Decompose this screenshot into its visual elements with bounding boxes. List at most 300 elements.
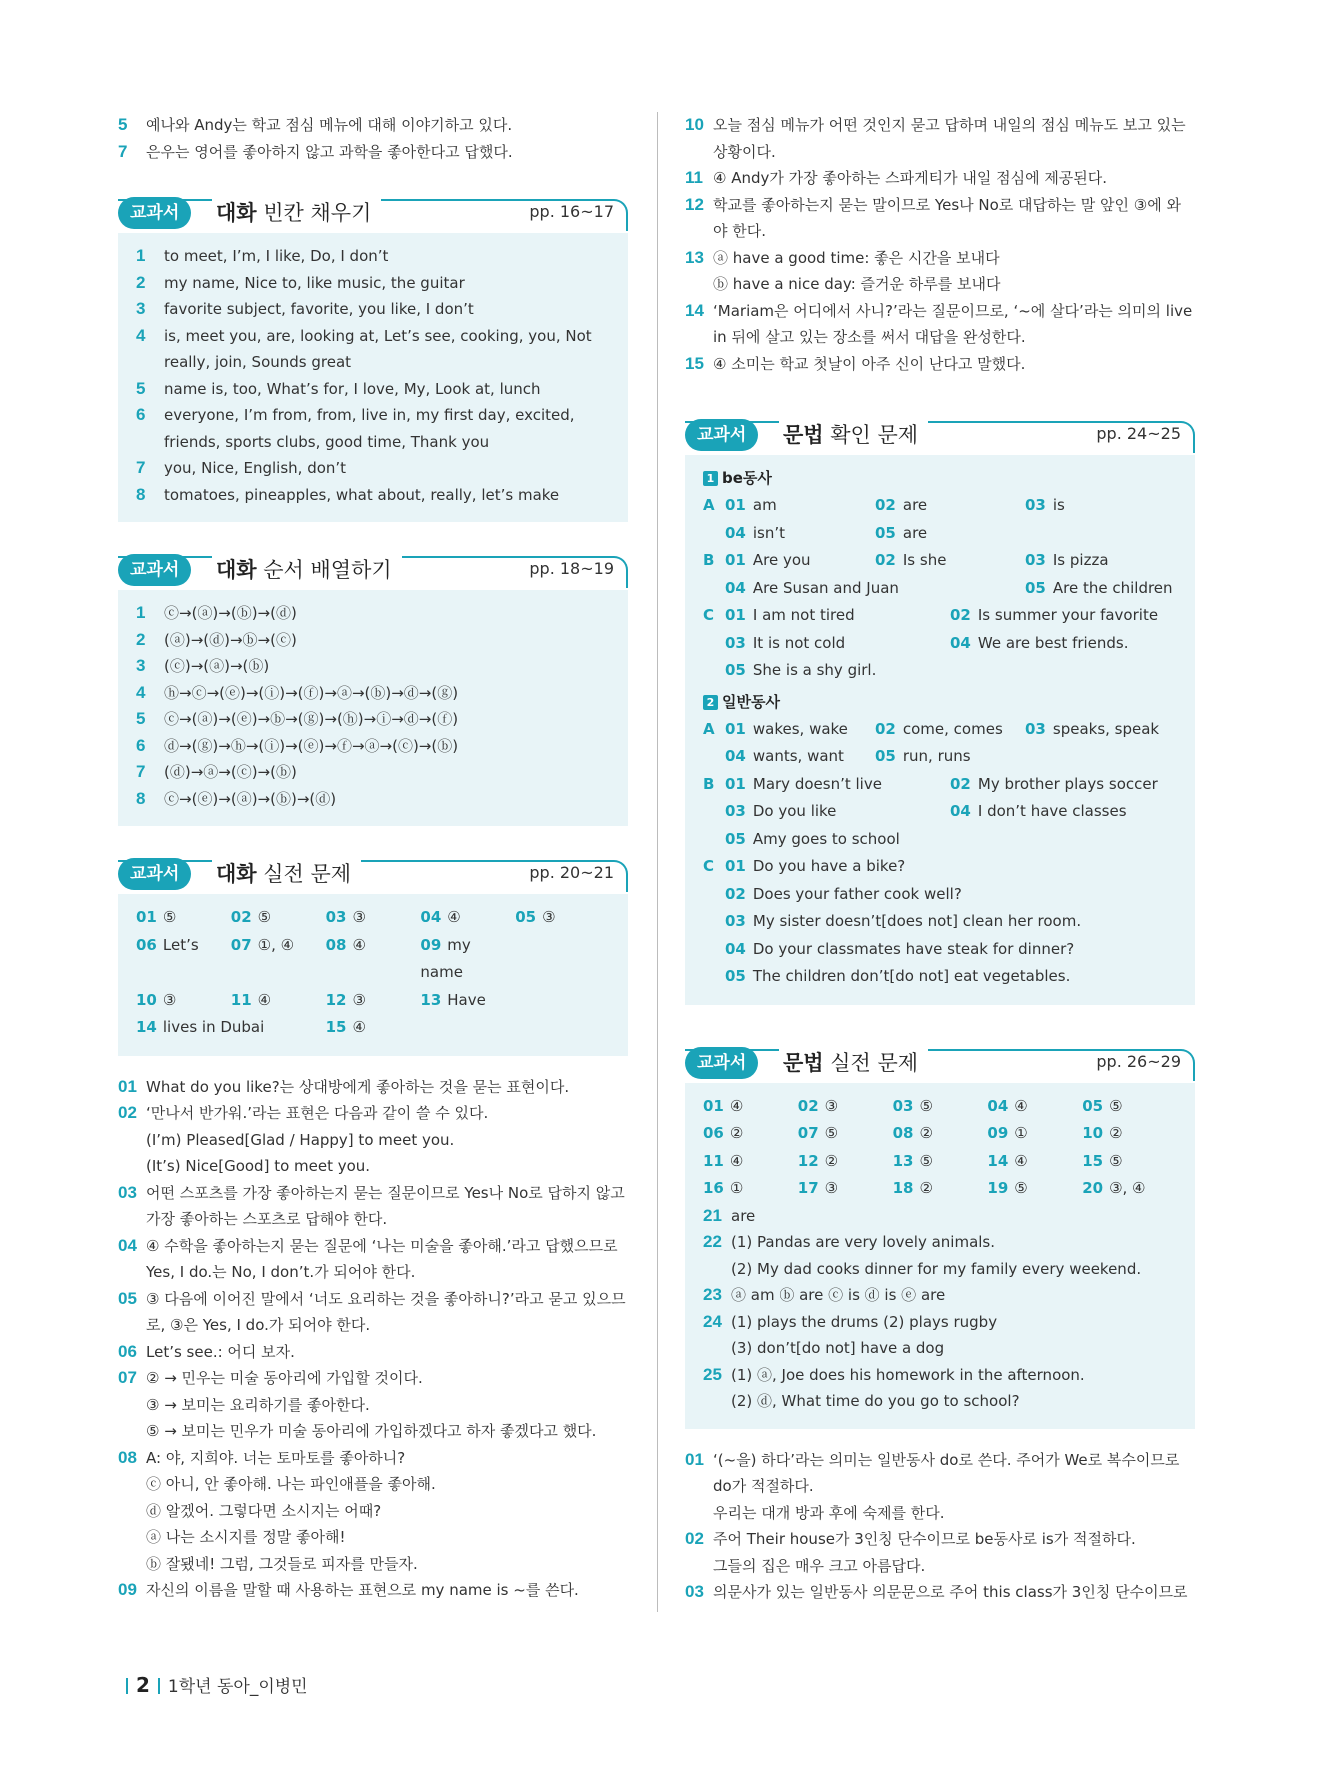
- answer-cell: [231, 932, 326, 987]
- answer-number: 15: [1082, 1151, 1104, 1170]
- item-number: 4: [136, 682, 146, 702]
- item-text: (1) Pandas are very lovely animals.: [731, 1233, 996, 1251]
- item-text: ⓐ have a good time: 좋은 시간을 보내다: [713, 248, 1000, 267]
- answer-number: 12: [325, 990, 347, 1009]
- explanation: [685, 192, 1195, 245]
- section-title: 문법 확인 문제: [779, 417, 928, 453]
- answer-text: Let’s: [162, 935, 199, 954]
- answer-text: ③, ④: [1109, 1179, 1146, 1197]
- item-number: 3: [136, 656, 146, 675]
- answer-number: 05: [1082, 1096, 1104, 1115]
- item-number: 1: [136, 603, 146, 622]
- answer-text: ④: [1014, 1151, 1028, 1170]
- answer-text: ④: [447, 908, 461, 926]
- answer-cell: [893, 1148, 988, 1176]
- item-text: (3) don’t[do not] have a dog: [731, 1339, 945, 1357]
- item-text: everyone, I’m from, from, live in, my first day, excited, friends, sports clubs, good time, Thank you: [164, 406, 575, 451]
- item-number: 02: [118, 1103, 137, 1122]
- page-range: pp. 24~25: [1096, 424, 1181, 443]
- answer-number: 10: [136, 990, 157, 1009]
- right-column: [685, 112, 1195, 1606]
- answer-cell: [703, 1175, 798, 1203]
- page-footer: [118, 1672, 308, 1697]
- item-number: 09: [118, 1580, 137, 1599]
- item-text: ⓒ→(ⓐ)→(ⓔ)→ⓑ→(ⓖ)→(ⓗ)→ⓘ→ⓓ→(ⓕ): [164, 710, 459, 728]
- answer-cell: [703, 1120, 798, 1148]
- section-header: [685, 417, 1195, 455]
- answer-line: [136, 680, 610, 707]
- item-text: (ⓒ)→(ⓐ)→(ⓑ): [164, 657, 270, 675]
- answer-text: ③: [824, 1179, 839, 1197]
- item-text: 우리는 대개 방과 후에 숙제를 한다.: [713, 1503, 945, 1522]
- answer-text: ④: [1014, 1096, 1028, 1115]
- group-2c: C 01 Do you have a bike? 02 Does your father cook well? 03 My sister doesn’t[does not] clean her room. 04 Do your classmates have steak for dinner? 05 The children don’t[do not] eat vegetables.: [703, 857, 1082, 985]
- item-text: (1) plays the drums (2) plays rugby: [731, 1312, 998, 1331]
- answer-cell: [1082, 1093, 1177, 1121]
- item-number: 08: [118, 1447, 137, 1467]
- footer-mark: [158, 1678, 160, 1694]
- section-header: [118, 195, 628, 233]
- item-text: ⓑ 잘됐네! 그럼, 그것들로 피자를 만들자.: [146, 1554, 418, 1573]
- section-grammar-practice: [685, 1045, 1195, 1429]
- item-text: ⓗ→ⓒ→(ⓔ)→(ⓘ)→(ⓕ)→ⓐ→(ⓑ)→ⓓ→(ⓖ): [164, 683, 459, 702]
- explanation: [685, 1447, 1195, 1527]
- answer-number: 01: [703, 1096, 724, 1115]
- section-title: 대화 빈칸 채우기: [212, 195, 381, 231]
- answer-grid: [703, 1093, 1177, 1203]
- item-number: 7: [136, 458, 146, 477]
- item-number: 02: [685, 1529, 704, 1548]
- item-text: ⓒ 아니, 안 좋아해. 나는 파인애플을 좋아해.: [146, 1475, 436, 1493]
- item-number: 13: [685, 247, 704, 267]
- long-answer: [703, 1282, 1177, 1309]
- item-text: ⑤ → 보미는 민우가 미술 동아리에 가입하겠다고 하자 좋겠다고 했다.: [146, 1422, 597, 1440]
- item-text: ④ Andy가 가장 좋아하는 스파게티가 내일 점심에 제공된다.: [713, 169, 1108, 187]
- answer-line: [136, 786, 610, 813]
- answer-text: ④: [257, 990, 272, 1009]
- page-range: pp. 18~19: [529, 559, 614, 578]
- section-title: 대화 실전 문제: [212, 856, 361, 892]
- item-text: my name, Nice to, like music, the guitar: [164, 273, 465, 292]
- textbook-badge: 교과서: [685, 419, 758, 451]
- answer-number: 06: [703, 1124, 724, 1142]
- item-number: 01: [685, 1449, 704, 1469]
- page-range: pp. 20~21: [529, 863, 614, 882]
- section-body: [685, 1083, 1195, 1429]
- textbook-badge: 교과서: [118, 554, 191, 586]
- subsection-general-verb: 2 일반동사: [703, 689, 1177, 716]
- answer-number: 08: [325, 935, 347, 954]
- item-number: 23: [703, 1285, 722, 1304]
- item-number: 15: [685, 353, 704, 373]
- top-notes-left: [118, 112, 628, 165]
- footer-mark: [126, 1678, 128, 1694]
- answer-text: ④: [352, 1018, 366, 1036]
- item-text: (2) ⓓ, What time do you go to school?: [731, 1392, 1020, 1410]
- answer-text: ⑤: [919, 1096, 933, 1115]
- answer-number: 01: [136, 908, 157, 926]
- item-number: 11: [685, 168, 703, 187]
- group-1b: B 01 Are you 02 Is she 03 Is pizza 04 Are Susan and Juan 05 Are the children: [703, 551, 1173, 597]
- page-range: pp. 16~17: [529, 202, 614, 221]
- item-number: 24: [703, 1311, 722, 1331]
- item-number: 5: [136, 709, 146, 728]
- answer-text: ②: [1109, 1124, 1123, 1142]
- answer-cell: [987, 1120, 1082, 1148]
- answer-cell: [136, 904, 231, 932]
- answer-text: ⑤: [1109, 1151, 1123, 1170]
- answer-number: 04: [420, 908, 442, 926]
- section-dialogue-practice: [118, 856, 628, 1056]
- page-range: pp. 26~29: [1096, 1051, 1181, 1071]
- item-text: Let’s see.: 어디 보자.: [146, 1342, 295, 1361]
- explanation: [685, 112, 1195, 165]
- item-text: 그들의 집은 매우 크고 아름답다.: [713, 1556, 926, 1575]
- answer-cell: [798, 1148, 893, 1176]
- long-answer: [703, 1309, 1177, 1362]
- item-text: ③ → 보미는 요리하기를 좋아한다.: [146, 1395, 370, 1414]
- item-text: ‘Mariam은 어디에서 사니?’라는 질문이므로, ‘~에 살다’라는 의미의 live in 뒤에 살고 있는 장소를 써서 대답을 완성한다.: [713, 301, 1193, 346]
- answer-text: ⑤: [824, 1124, 839, 1142]
- explanation: [118, 1339, 628, 1366]
- column-divider: [657, 112, 658, 1612]
- item-text: (2) My dad cooks dinner for my family every weekend.: [731, 1259, 1142, 1278]
- item-number: 4: [136, 325, 146, 345]
- answer-cell: [326, 904, 421, 932]
- answer-cell: [136, 932, 231, 987]
- explanation: [118, 1286, 628, 1339]
- item-text: ⓒ→(ⓐ)→(ⓑ)→(ⓓ): [164, 604, 297, 622]
- group-2a: A 01 wakes, wake 02 come, comes 03 speaks, speak 04 wants, want 05 run, runs: [703, 719, 1160, 765]
- answer-text: ③: [352, 990, 366, 1009]
- answer-number: 10: [1082, 1124, 1104, 1142]
- answer-text: ⑤: [1109, 1096, 1123, 1115]
- answer-text: ①: [729, 1179, 744, 1197]
- number-mark: 1: [703, 471, 718, 486]
- answer-text: ④: [352, 935, 366, 954]
- answer-number: 11: [230, 990, 252, 1009]
- item-number: 03: [118, 1182, 137, 1202]
- answer-cell: [798, 1120, 893, 1148]
- answer-cell: [326, 1014, 421, 1042]
- answer-text: ⑤: [257, 908, 272, 926]
- item-text: ④ 수학을 좋아하는지 묻는 질문에 ‘나는 미술을 좋아해.’라고 답했으므로 Yes, I do.는 No, I don’t.가 되어야 한다.: [146, 1236, 618, 1281]
- long-answers: [703, 1203, 1177, 1415]
- item-number: 2: [136, 629, 146, 649]
- item-text: ⓐ 나는 소시지를 정말 좋아해!: [146, 1528, 346, 1546]
- answer-line: [136, 706, 610, 733]
- answer-cell: [420, 1014, 515, 1042]
- explanation: [118, 1074, 628, 1101]
- item-text: ⓓ 알겠어. 그렇다면 소시지는 어때?: [146, 1501, 382, 1520]
- answer-cell: [515, 932, 610, 987]
- item-text: 주어 Their house가 3인칭 단수이므로 be동사로 is가 적절하다.: [713, 1530, 1136, 1548]
- answer-number: 17: [797, 1179, 819, 1197]
- answer-cell: [987, 1148, 1082, 1176]
- answer-number: 14: [987, 1151, 1009, 1170]
- item-number: 07: [118, 1368, 137, 1387]
- item-text: ‘(~을) 하다’라는 의미는 일반동사 do로 쓴다. 주어가 We로 복수이므로 do가 적절하다.: [713, 1450, 1180, 1495]
- answer-number: 16: [703, 1179, 724, 1197]
- explanation: [685, 298, 1195, 351]
- item-number: 06: [118, 1341, 137, 1361]
- answer-number: 20: [1082, 1179, 1104, 1197]
- explanation: [685, 245, 1195, 298]
- item-number: 3: [136, 299, 146, 318]
- item-text: tomatoes, pineapples, what about, really, let’s make: [164, 485, 560, 504]
- explanation: [685, 165, 1195, 192]
- answer-number: 06: [136, 935, 157, 954]
- answer-number: 04: [987, 1096, 1009, 1115]
- item-text: ② → 민우는 미술 동아리에 가입할 것이다.: [146, 1369, 423, 1387]
- answer-line: [136, 600, 610, 627]
- item-number: 10: [685, 115, 704, 134]
- section-title: 대화 순서 배열하기: [212, 552, 402, 588]
- explanation: [685, 351, 1195, 378]
- answer-text: ⑤: [162, 908, 177, 926]
- left-column: [118, 112, 628, 1604]
- answer-line: [136, 402, 610, 455]
- top-notes-right: [685, 112, 1195, 377]
- textbook-badge: 교과서: [118, 858, 191, 890]
- section-grammar-check: [685, 417, 1195, 1005]
- answer-text: ③: [824, 1096, 839, 1115]
- answer-line: [136, 455, 610, 482]
- item-text: 학교를 좋아하는지 묻는 말이므로 Yes나 No로 대답하는 말 앞인 ③에 와야 한다.: [713, 195, 1181, 240]
- explanation: [118, 1445, 628, 1578]
- item-number: 2: [136, 272, 146, 292]
- answer-text: ③: [162, 990, 177, 1009]
- explanation: [118, 1577, 628, 1604]
- item-text: 예나와 Andy는 학교 점심 메뉴에 대해 이야기하고 있다.: [146, 116, 513, 134]
- answer-cell: [1082, 1148, 1177, 1176]
- answer-line: [136, 759, 610, 786]
- answer-number: 07: [230, 935, 252, 954]
- answer-line: [136, 296, 610, 323]
- item-text: ③ 다음에 이어진 말에서 ‘너도 요리하는 것을 좋아하니?’라고 묻고 있으므로, ③은 Yes, I do.가 되어야 한다.: [146, 1289, 626, 1334]
- answer-line: [136, 733, 610, 760]
- answer-number: 03: [892, 1096, 914, 1115]
- answer-cell: [420, 987, 515, 1015]
- item-number: 05: [118, 1288, 137, 1308]
- item-number: 6: [136, 735, 146, 755]
- item-number: 12: [685, 194, 704, 214]
- answer-number: 11: [703, 1151, 724, 1170]
- answer-number: 02: [230, 908, 252, 926]
- answer-text: ②: [919, 1124, 933, 1142]
- answer-cell: [893, 1093, 988, 1121]
- explanation: [685, 1526, 1195, 1579]
- section-body: [118, 894, 628, 1056]
- answer-number: 03: [325, 908, 347, 926]
- answer-cell: [515, 987, 610, 1015]
- section-header: [118, 856, 628, 894]
- item-number: 14: [685, 300, 704, 320]
- answer-number: 07: [797, 1124, 819, 1142]
- answer-cell: [703, 1093, 798, 1121]
- answer-cell: [420, 904, 515, 932]
- answer-line: [136, 653, 610, 680]
- item-number: 22: [703, 1232, 722, 1251]
- item-number: 21: [703, 1205, 722, 1225]
- section-dialogue-fill-blanks: [118, 195, 628, 522]
- section-body: [118, 590, 628, 826]
- answer-number: 18: [892, 1179, 914, 1197]
- item-text: ⓑ have a nice day: 즐거운 하루를 보내다: [713, 275, 1001, 293]
- item-text: 의문사가 있는 일반동사 의문문으로 주어 this class가 3인칭 단수이므로: [713, 1583, 1188, 1601]
- explanation: [118, 1180, 628, 1233]
- answer-text: ③: [542, 908, 556, 926]
- answer-number: 15: [325, 1018, 347, 1036]
- answer-number: 19: [987, 1179, 1009, 1197]
- answer-text: ②: [919, 1179, 933, 1197]
- item-text: is, meet you, are, looking at, Let’s see, cooking, you, Not really, join, Sounds great: [164, 326, 592, 371]
- answer-cell: [420, 932, 515, 987]
- item-number: 04: [118, 1235, 137, 1255]
- item-text: (ⓓ)→ⓐ→(ⓒ)→(ⓑ): [164, 763, 297, 781]
- item-number: 8: [136, 484, 146, 504]
- explanation: [118, 1100, 628, 1180]
- explanation: [685, 1579, 1195, 1606]
- item-text: A: 야, 지희야. 너는 토마토를 좋아하니?: [146, 1448, 406, 1467]
- answer-number: 09: [420, 935, 442, 954]
- group-2b: B 01 Mary doesn’t live 02 My brother plays soccer 03 Do you like 04 I don’t have classes 05 Amy goes to school: [703, 774, 1158, 848]
- item-text: 어떤 스포츠를 가장 좋아하는지 묻는 질문이므로 Yes나 No로 답하지 않고 가장 좋아하는 스포츠로 답해야 한다.: [146, 1183, 625, 1228]
- answer-number: 14: [136, 1018, 157, 1036]
- answer-text: ③: [352, 908, 366, 926]
- explanation: [118, 1365, 628, 1445]
- subsection-be-verb: 1 be동사: [703, 465, 1177, 492]
- answer-cell: [136, 1014, 326, 1042]
- item-number: 7: [118, 141, 128, 161]
- answer-cell: [893, 1175, 988, 1203]
- item-number: 1: [136, 246, 146, 265]
- item-text: (ⓐ)→(ⓓ)→ⓑ→(ⓒ): [164, 630, 297, 649]
- section-body: [118, 233, 628, 522]
- item-text: ‘만나서 반가워.’라는 표현은 다음과 같이 쓸 수 있다.: [146, 1104, 489, 1122]
- item-text: 은우는 영어를 좋아하지 않고 과학을 좋아한다고 답했다.: [146, 142, 513, 161]
- item-number: 5: [136, 378, 146, 398]
- answer-text: Have: [447, 990, 486, 1009]
- textbook-badge: 교과서: [685, 1047, 758, 1079]
- answer-line: [136, 376, 610, 403]
- item-text: favorite subject, favorite, you like, I don’t: [164, 300, 474, 318]
- item-text: 오늘 점심 메뉴가 어떤 것인지 묻고 답하며 내일의 점심 메뉴도 보고 있는 상황이다.: [713, 116, 1186, 161]
- item-text: ⓒ→(ⓔ)→(ⓐ)→(ⓑ)→(ⓓ): [164, 789, 337, 808]
- answer-cell: [987, 1175, 1082, 1203]
- answer-text: my name: [420, 935, 471, 981]
- answer-line: [136, 270, 610, 297]
- item-text: (I’m) Pleased[Glad / Happy] to meet you.: [146, 1130, 455, 1149]
- item-text: 자신의 이름을 말할 때 사용하는 표현으로 my name is ~를 쓴다.: [146, 1581, 579, 1599]
- item-number: 03: [685, 1582, 704, 1601]
- answer-text: ⑤: [919, 1151, 933, 1170]
- item-text: ④ 소미는 학교 첫날이 아주 신이 난다고 말했다.: [713, 354, 1026, 373]
- item-text: are: [731, 1206, 756, 1225]
- item-number: 6: [136, 405, 146, 424]
- explanation: [118, 1233, 628, 1286]
- answer-text: ④: [729, 1096, 744, 1115]
- item-text: you, Nice, English, don’t: [164, 459, 347, 477]
- answer-line: [136, 323, 610, 376]
- answer-text: ②: [824, 1151, 839, 1170]
- item-text: (It’s) Nice[Good] to meet you.: [146, 1157, 371, 1175]
- answer-number: 02: [797, 1096, 819, 1115]
- answer-number: 13: [420, 990, 442, 1009]
- answer-number: 12: [797, 1151, 819, 1170]
- long-answer: [703, 1229, 1177, 1282]
- section-header: [685, 1045, 1195, 1083]
- page-number: 2: [136, 1673, 150, 1697]
- item-number: 5: [118, 115, 128, 134]
- answer-cell: [703, 1148, 798, 1176]
- answer-text: ②: [729, 1124, 744, 1142]
- group-1a: A 01 am 02 are 03 is 04 isn’t 05 are: [703, 496, 1065, 542]
- textbook-badge: 교과서: [118, 197, 191, 229]
- number-mark: 2: [703, 695, 718, 710]
- answer-text: ①: [1014, 1124, 1028, 1142]
- answer-cell: [1082, 1120, 1177, 1148]
- section-body: [685, 455, 1195, 1005]
- long-answer: [703, 1362, 1177, 1415]
- answer-cell: [231, 904, 326, 932]
- book-title: 1학년 동아_이병민: [167, 1677, 308, 1697]
- group-1c: C 01 I am not tired 02 Is summer your favorite 03 It is not cold 04 We are best friends. 05 She is a shy girl.: [703, 606, 1159, 679]
- answer-line: [136, 243, 610, 270]
- item-text: (1) ⓐ, Joe does his homework in the afternoon.: [731, 1365, 1085, 1384]
- answer-cell: [515, 1014, 610, 1042]
- item-number: 8: [136, 788, 146, 808]
- answer-cell: [515, 904, 610, 932]
- answer-cell: [326, 987, 421, 1015]
- answer-text: ⑤: [1014, 1179, 1028, 1197]
- item-text: to meet, I’m, I like, Do, I don’t: [164, 247, 389, 265]
- answer-number: 13: [892, 1151, 914, 1170]
- item-text: ⓐ am ⓑ are ⓒ is ⓓ is ⓔ are: [731, 1286, 946, 1304]
- answer-number: 05: [515, 908, 537, 926]
- long-answer: [703, 1203, 1177, 1230]
- answer-cell: [893, 1120, 988, 1148]
- section-dialogue-ordering: [118, 552, 628, 826]
- answer-text: ①, ④: [257, 935, 295, 954]
- note-line: [118, 112, 628, 139]
- note-line: [118, 139, 628, 166]
- answer-cell: [231, 987, 326, 1015]
- answer-cell: [1082, 1175, 1177, 1203]
- item-text: name is, too, What’s for, I love, My, Look at, lunch: [164, 379, 541, 398]
- answer-text: lives in Dubai: [162, 1018, 265, 1036]
- item-text: What do you like?는 상대방에게 좋아하는 것을 묻는 표현이다.: [146, 1077, 570, 1096]
- answer-cell: [798, 1175, 893, 1203]
- item-number: 01: [118, 1076, 137, 1096]
- answer-line: [136, 482, 610, 509]
- item-number: 25: [703, 1364, 722, 1384]
- answer-grid: [136, 904, 610, 1042]
- explanations-left: [118, 1074, 628, 1604]
- explanations-right: [685, 1447, 1195, 1606]
- answer-number: 09: [987, 1124, 1009, 1142]
- item-number: 7: [136, 762, 146, 781]
- answer-number: 08: [892, 1124, 914, 1142]
- section-title: 문법 실전 문제: [779, 1045, 928, 1081]
- answer-cell: [987, 1093, 1082, 1121]
- item-text: ⓓ→(ⓖ)→ⓗ→(ⓘ)→(ⓔ)→ⓕ→ⓐ→(ⓒ)→(ⓑ): [164, 736, 459, 755]
- answer-line: [136, 627, 610, 654]
- answer-cell: [136, 987, 231, 1015]
- answer-text: ④: [729, 1151, 744, 1170]
- answer-cell: [326, 932, 421, 987]
- answer-cell: [798, 1093, 893, 1121]
